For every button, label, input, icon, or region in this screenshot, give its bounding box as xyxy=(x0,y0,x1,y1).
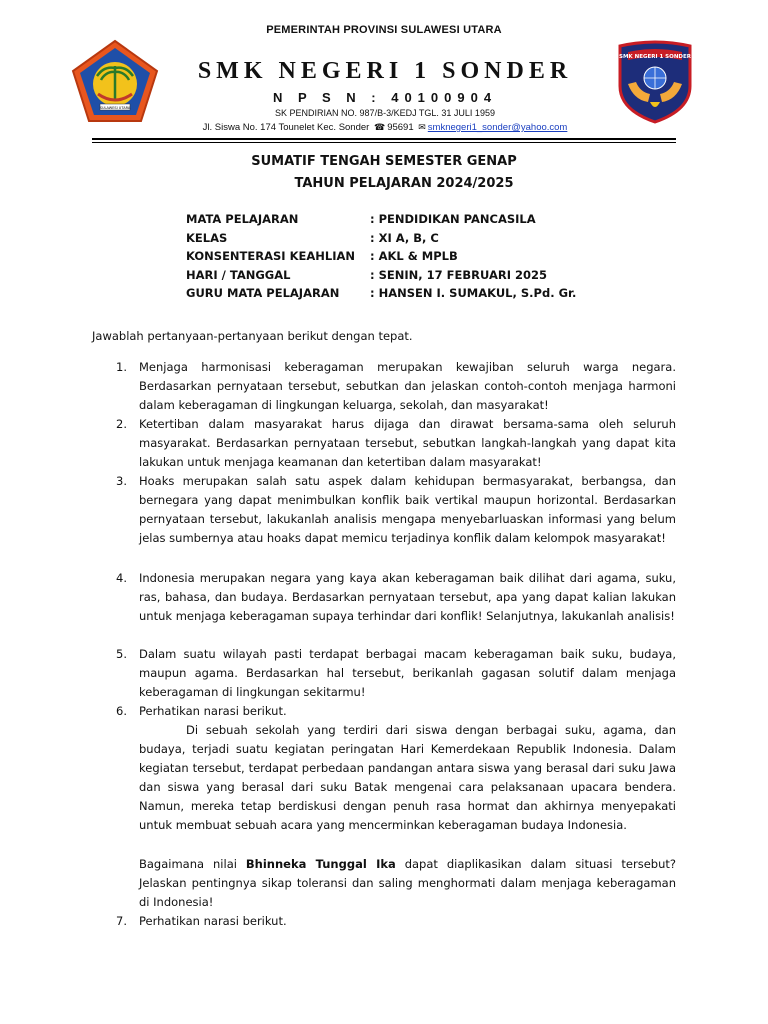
province-emblem-logo xyxy=(70,38,160,124)
exam-title: SUMATIF TENGAH SEMESTER GENAP xyxy=(251,154,517,169)
svg-text:SULAWESI UTARA: SULAWESI UTARA xyxy=(99,106,131,110)
npsn-number: N P S N : 40100904 xyxy=(272,90,498,105)
info-label: GURU MATA PELAJARAN xyxy=(186,286,340,300)
narrative-question-after: dapat diaplikasikan dalam situasi tersebut? Jelaskan pentingnya sikap toleransi dan saling menghormati dalam menjaga keberagaman di Indonesia! xyxy=(139,857,677,909)
email-icon: ✉ xyxy=(418,122,426,132)
bhinneka-term: Bhinneka Tunggal Ika xyxy=(245,857,396,871)
question-text: Dalam suatu wilayah pasti terdapat berbagai macam keberagaman baik suku, budaya, maupun agama. Berdasarkan hal tersebut, berikanlah gagasan solutif dalam menjaga keberagaman di lingkungan sekitarmu! xyxy=(139,647,676,699)
svg-text:SMK NEGERI 1 SONDER: SMK NEGERI 1 SONDER xyxy=(619,54,691,60)
question-text: Indonesia merupakan negara yang kaya akan keberagaman baik dilihat dari agama, suku, ras, bahasa, dan budaya. Berdasarkan pernyataan tersebut, apa yang dapat kalian lakukan untuk menjaga keberagaman supaya terhindar dari konflik! Selanjutnya, lakukanlah analisis! xyxy=(139,571,676,623)
question-text: Perhatikan narasi berikut. xyxy=(139,704,287,718)
question-number: 3. xyxy=(116,474,127,488)
question-text: Perhatikan narasi berikut. xyxy=(139,914,287,928)
question-number: 7. xyxy=(116,914,127,928)
question-text: Hoaks merupakan salah satu aspek dalam kehidupan bermasyarakat, berbangsa, dan bernegara yang dapat menimbulkan konflik baik vertikal maupun horizontal. Berdasarkan pernyataan tersebut, lakukanlah analisis mengapa menyebarluaskan informasi yang belum jelas sumbernya atau hoaks dapat memicu terjadinya konflik dalam kelompok masyarakat! xyxy=(139,474,676,545)
academic-year: TAHUN PELAJARAN 2024/2025 xyxy=(294,176,514,191)
info-label: MATA PELAJARAN xyxy=(186,212,299,226)
question-number: 5. xyxy=(116,647,127,661)
info-value: : XI A, B, C xyxy=(370,230,439,245)
question-text: Ketertiban dalam masyarakat harus dijaga dan dirawat bersama-sama oleh seluruh masyarakat. Berdasarkan pernyataan tersebut, sebutkan langkah-langkah yang dapat kita lakukan untuk menjaga keamanan dan ketertiban dalam masyarakat! xyxy=(139,417,676,469)
letterhead-divider-thick xyxy=(92,138,676,140)
letterhead-divider-thin xyxy=(92,142,676,143)
instruction-text: Jawablah pertanyaan-pertanyaan berikut dengan tepat. xyxy=(92,329,413,343)
school-address xyxy=(170,122,600,133)
question-number: 1. xyxy=(116,360,127,374)
question-text: Menjaga harmonisasi keberagaman merupakan kewajiban seluruh warga negara. Berdasarkan pernyataan tersebut, sebutkan dan jelaskan contoh-contoh menjaga harmoni dalam keberagaman di lingkungan keluarga, sekolah, dan masyarakat! xyxy=(139,360,676,412)
narrative-question-text xyxy=(139,855,676,912)
info-label: KONSENTERASI KEAHLIAN xyxy=(186,249,356,263)
question-number: 4. xyxy=(116,571,127,585)
question-number: 6. xyxy=(116,704,127,718)
info-label: HARI / TANGGAL xyxy=(186,267,291,282)
school-shield-logo xyxy=(614,38,696,124)
narrative-question-before: Bagaimana nilai xyxy=(139,857,246,871)
info-value: : SENIN, 17 FEBRUARI 2025 xyxy=(370,267,548,282)
info-value: : AKL & MPLB xyxy=(370,249,458,263)
narrative-paragraph: Di sebuah sekolah yang terdiri dari siswa dengan berbagai suku, agama, dan budaya, terjadi suatu kegiatan peringatan Hari Kemerdekaan Republik Indonesia. Dalam kegiatan tersebut, terdapat perbedaan pandangan antara siswa yang berasal dari suku Jawa dan siswa yang berasal dari suku Batak mengenai cara pelaksanaan upacara bendera. Namun, mereka tetap berdiskusi dengan penuh rasa hormat dan akhirnya menyepakati untuk membuat sebuah acara yang mencerminkan keberagaman budaya Indonesia. xyxy=(139,723,676,832)
question-number: 2. xyxy=(116,417,127,431)
school-name: SMK NEGERI 1 SONDER xyxy=(197,58,573,84)
info-label: KELAS xyxy=(186,230,228,245)
phone-icon: ☎ xyxy=(373,122,386,132)
phone-number: 95691 xyxy=(387,122,414,133)
government-heading: PEMERINTAH PROVINSI SULAWESI UTARA xyxy=(266,24,502,36)
sk-founding: SK PENDIRIAN NO. 987/B-3/KEDJ TGL. 31 JULI 1959 xyxy=(275,108,495,118)
info-value: : HANSEN I. SUMAKUL, S.Pd. Gr. xyxy=(370,286,577,300)
info-value: : PENDIDIKAN PANCASILA xyxy=(370,212,536,226)
address-text: Jl. Siswa No. 174 Tounelet Kec. Sonder xyxy=(202,122,370,133)
email-link[interactable]: smknegeri1_sonder@yahoo.com xyxy=(427,122,568,133)
